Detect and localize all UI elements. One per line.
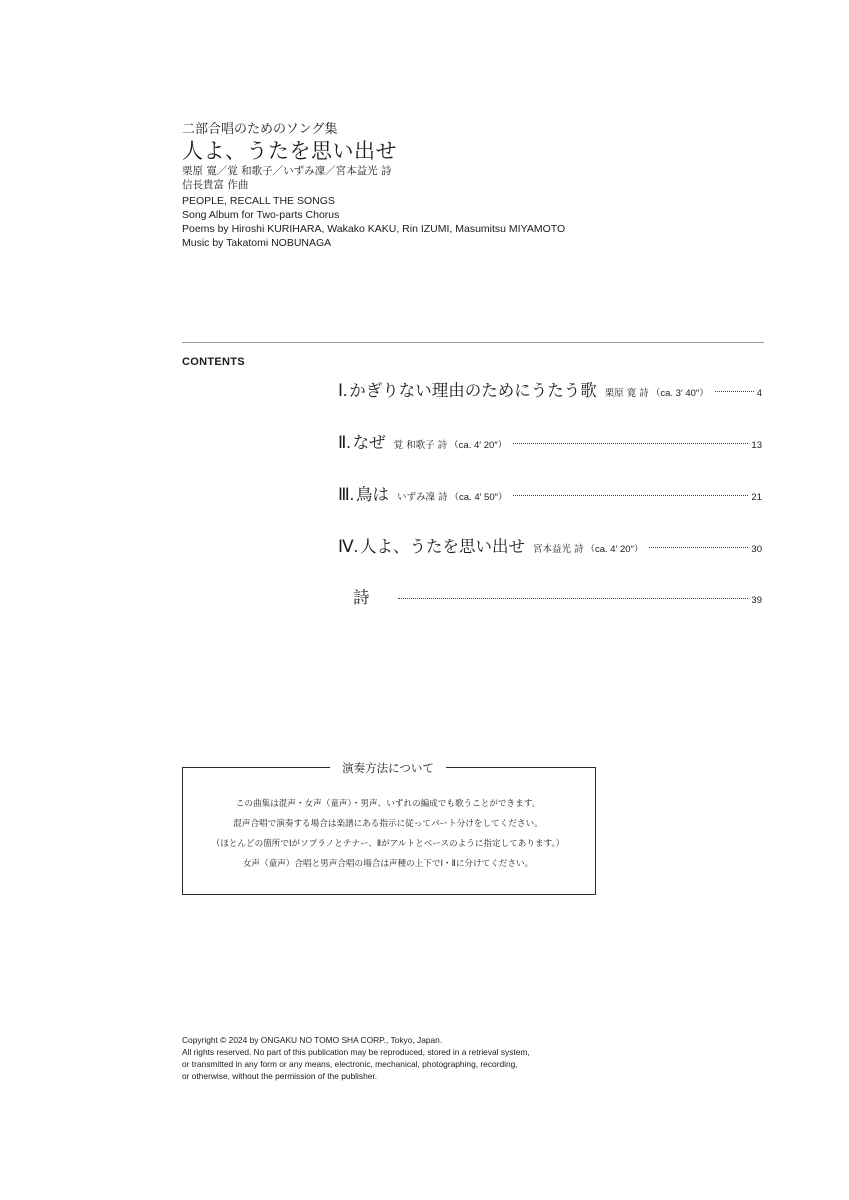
english-poems-credit: Poems by Hiroshi KURIHARA, Wakako KAKU, Rin IZUMI, Masumitsu MIYAMOTO [182, 223, 566, 235]
performance-note-line: 混声合唱で演奏する場合は楽譜にある指示に従ってパート分けをしてください。 [233, 819, 543, 829]
toc-title: 鳥は [355, 485, 389, 504]
copyright-line: All rights reserved. No part of this publication may be reproduced, stored in a retrieval system, [182, 1047, 530, 1057]
toc-title: かぎりない理由のためにうたう歌 [349, 381, 597, 400]
toc-title: なぜ [352, 433, 386, 452]
toc-entry[interactable] [338, 377, 762, 401]
toc-number: Ⅲ. [338, 485, 354, 504]
series-title: 二部合唱のためのソング集 [182, 122, 338, 137]
english-subtitle: Song Album for Two-parts Chorus [182, 209, 340, 221]
copyright-line: Copyright © 2024 by ONGAKU NO TOMO SHA CORP., Tokyo, Japan. [182, 1035, 443, 1045]
toc-page-number: 39 [751, 595, 762, 606]
toc-title: 人よ、うたを思い出せ [359, 537, 525, 556]
toc-page-number: 4 [756, 388, 762, 399]
copyright-line: or transmitted in any form or any means, electronic, mechanical, photographing, recording, [182, 1059, 518, 1069]
toc-leader [649, 546, 748, 548]
contents-heading: CONTENTS [182, 356, 245, 368]
poets-credit: 栗原 寛／覚 和歌子／いずみ凜／宮本益光 詩 [182, 165, 392, 177]
performance-notes-heading: 演奏方法について [330, 760, 446, 776]
toc-duration: （ca. 3′ 40″） [650, 388, 709, 399]
toc-poet: 栗原 寛 詩 [604, 388, 649, 399]
toc-poet: 宮本益光 詩 [532, 544, 584, 555]
english-title: PEOPLE, RECALL THE SONGS [182, 195, 335, 207]
toc-entry[interactable] [338, 481, 762, 505]
toc-page-number: 21 [751, 492, 762, 503]
english-music-credit: Music by Takatomi NOBUNAGA [182, 237, 332, 249]
toc-number: Ⅱ. [338, 433, 351, 452]
performance-note-line: （ほとんどの箇所でⅠがソプラノとテナー、Ⅱがアルトとベースのように指定してあります。） [211, 839, 565, 849]
book-title: 人よ、うたを思い出せ [182, 139, 397, 163]
toc-page-number: 13 [751, 440, 762, 451]
toc-duration: （ca. 4′ 50″） [449, 492, 508, 503]
toc-leader [715, 390, 754, 392]
performance-notes-box [182, 767, 596, 895]
composer-credit: 信長貴富 作曲 [182, 179, 249, 191]
toc-number: Ⅰ. [338, 381, 348, 400]
performance-note-line: 女声（童声）合唱と男声合唱の場合は声種の上下でⅠ・Ⅱに分けてください。 [242, 859, 534, 869]
toc-page-number: 30 [751, 544, 762, 555]
toc-duration: （ca. 4′ 20″） [585, 544, 644, 555]
copyright-line: or otherwise, without the permission of the publisher. [182, 1071, 378, 1081]
toc-poet: いずみ凜 詩 [396, 492, 448, 503]
toc-duration: （ca. 4′ 20″） [449, 440, 508, 451]
toc-poet: 覚 和歌子 詩 [393, 440, 448, 451]
section-divider [182, 342, 764, 343]
toc-entry[interactable] [353, 584, 762, 608]
toc-number: Ⅳ. [338, 537, 358, 556]
toc-title: 詩 [353, 588, 370, 607]
toc-leader [513, 442, 748, 444]
toc-leader [513, 494, 748, 496]
performance-note-line: この曲集は混声・女声（童声）・男声、いずれの編成でも歌うことができます。 [235, 799, 541, 809]
toc-entry[interactable] [338, 533, 762, 557]
toc-leader [398, 597, 749, 599]
toc-entry[interactable] [338, 429, 762, 453]
